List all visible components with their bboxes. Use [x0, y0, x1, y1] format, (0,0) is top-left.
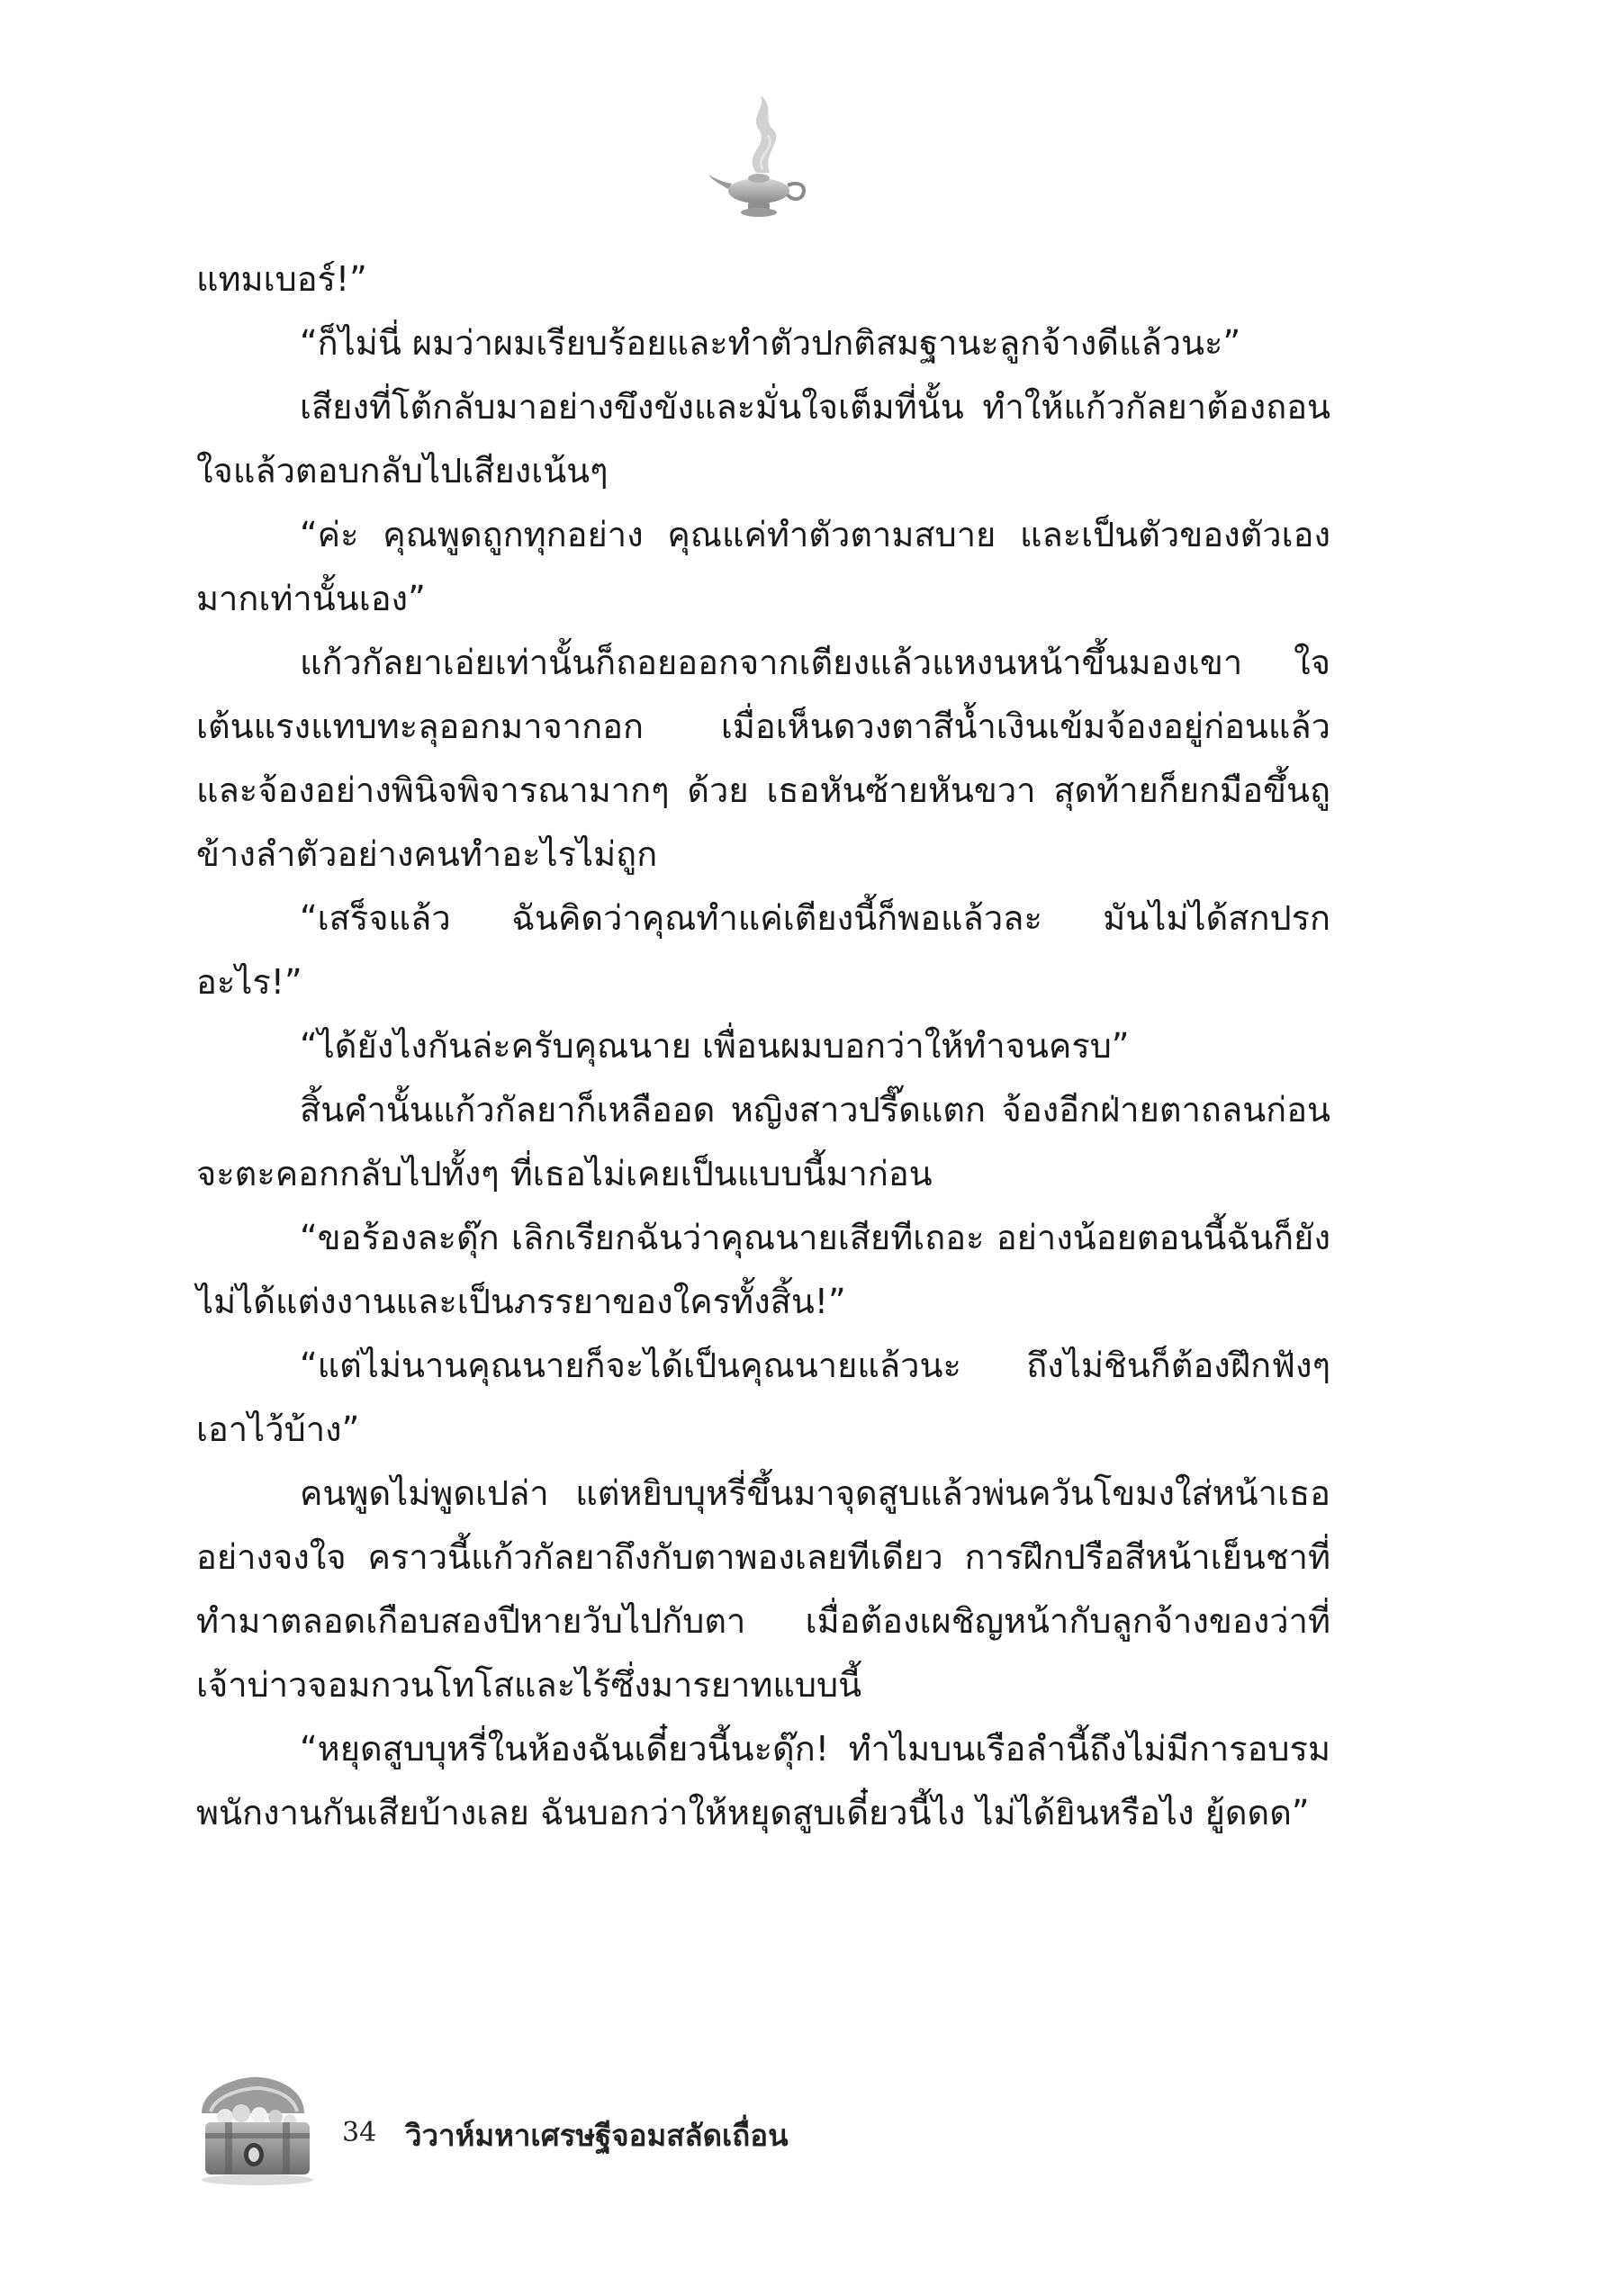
paragraph: “หยุดสูบบุหรี่ในห้องฉันเดี๋ยวนี้นะดุ๊ก! ทำไมบนเรือลำนี้ถึงไม่มีการอบรมพนักงานกันเสียบ้างเลย ฉันบอกว่าให้หยุดสูบเดี๋ยวนี้ไง ไม่ได้ยินหรือไง ยู้ดดด” — [196, 1729, 1330, 1832]
body-text — [196, 248, 1330, 1845]
page-footer — [189, 2070, 999, 2187]
paragraph: “เสร็จแล้ว ฉันคิดว่าคุณทำแค่เตียงนี้ก็พอแล้วละ มันไม่ได้สกปรกอะไร!” — [196, 898, 1330, 1002]
magic-lamp-icon — [707, 90, 815, 225]
paragraph: “ก็ไม่นี่ ผมว่าผมเรียบร้อยและทำตัวปกติสมฐานะลูกจ้างดีแล้วนะ” — [300, 323, 1241, 363]
paragraph: แทมเบอร์!” — [196, 259, 367, 299]
paragraph: “แต่ไม่นานคุณนายก็จะได้เป็นคุณนายแล้วนะ ถึงไม่ชินก็ต้องฝึกฟังๆ เอาไว้บ้าง” — [196, 1346, 1330, 1449]
paragraph: คนพูดไม่พูดเปล่า แต่หยิบบุหรี่ขึ้นมาจุดสูบแล้วพ่นควันโขมงใส่หน้าเธออย่างจงใจ คราวนี้แก้วกัลยาถึงกับตาพองเลยทีเดียว การฝึกปรือสีหน้าเย็นชาที่ทำมาตลอดเกือบสองปีหายวับไปกับตา เมื่อต้องเผชิญหน้ากับลูกจ้างของว่าที่เจ้าบ่าวจอมกวนโทโสและไร้ซึ่งมารยาทแบบนี้ — [196, 1473, 1330, 1705]
paragraph: “ได้ยังไงกันล่ะครับคุณนาย เพื่อนผมบอกว่าให้ทำจนครบ” — [300, 1026, 1130, 1066]
treasure-chest-icon — [189, 2070, 324, 2187]
book-title: วิวาห์มหาเศรษฐีจอมสลัดเถื่อน — [405, 2118, 789, 2153]
page-number: 34 — [342, 2117, 377, 2148]
paragraph: แก้วกัลยาเอ่ยเท่านั้นก็ถอยออกจากเตียงแล้วแหงนหน้าขึ้นมองเขา ใจเต้นแรงแทบทะลุออกมาจากอก เมื่อเห็นดวงตาสีน้ำเงินเข้มจ้องอยู่ก่อนแล้ว และจ้องอย่างพินิจพิจารณามากๆ ด้วย เธอหันซ้ายหันขวา สุดท้ายก็ยกมือขึ้นถูข้างลำตัวอย่างคนทำอะไรไม่ถูก — [196, 643, 1330, 874]
paragraph: สิ้นคำนั้นแก้วกัลยาก็เหลืออด หญิงสาวปรี๊ดแตก จ้องอีกฝ่ายตาถลนก่อนจะตะคอกกลับไปทั้งๆ ที่เธอไม่เคยเป็นแบบนี้มาก่อน — [196, 1090, 1330, 1193]
paragraph: เสียงที่โต้กลับมาอย่างขึงขังและมั่นใจเต็มที่นั้น ทำให้แก้วกัลยาต้องถอนใจแล้วตอบกลับไปเสียงเน้นๆ — [196, 387, 1330, 491]
paragraph: “ขอร้องละดุ๊ก เลิกเรียกฉันว่าคุณนายเสียทีเถอะ อย่างน้อยตอนนี้ฉันก็ยังไม่ได้แต่งงานและเป็นภรรยาของใครทั้งสิ้น!” — [196, 1218, 1330, 1321]
paragraph: “ค่ะ คุณพูดถูกทุกอย่าง คุณแค่ทำตัวตามสบาย และเป็นตัวของตัวเองมากเท่านั้นเอง” — [196, 515, 1330, 618]
